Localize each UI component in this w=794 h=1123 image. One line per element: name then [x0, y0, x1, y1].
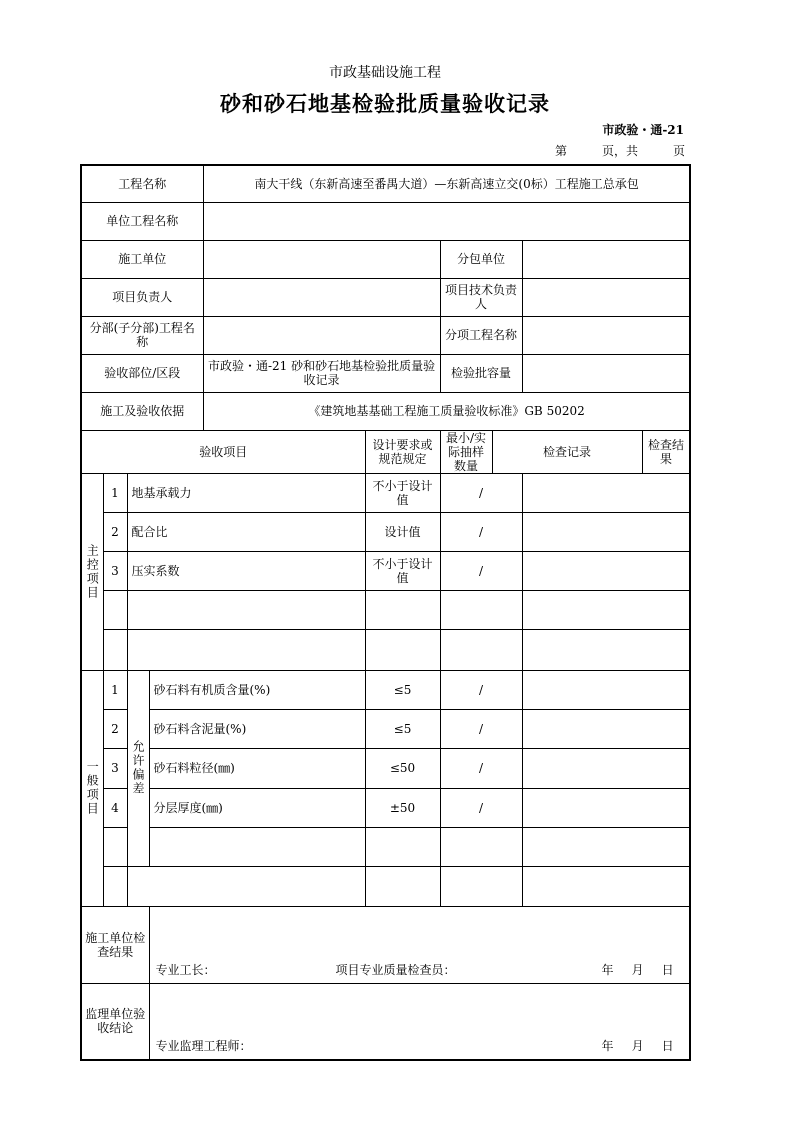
general-row-2: [81, 709, 690, 748]
general-row-1-record[interactable]: [522, 670, 690, 709]
general-row-empty-2-record[interactable]: [522, 866, 690, 906]
main-row-empty-1-spec[interactable]: [365, 590, 440, 629]
general-row-3-no: 3: [103, 748, 127, 788]
main-row-1-spec: 不小于设计值: [365, 473, 440, 512]
column-header-row: [81, 430, 690, 473]
unit-project-value[interactable]: [203, 202, 690, 240]
main-row-2-name: 配合比: [127, 512, 365, 551]
col-item-header: 验收项目: [81, 430, 365, 473]
main-row-1-record[interactable]: [522, 473, 690, 512]
main-row-2-sample[interactable]: /: [440, 512, 522, 551]
project-manager-label: 项目负责人: [81, 278, 203, 316]
unit-project-label: 单位工程名称: [81, 202, 203, 240]
basis-value: 《建筑地基基础工程施工质量验收标准》GB 50202: [203, 392, 690, 430]
general-label: 一般项目: [81, 670, 103, 906]
project-name-value[interactable]: 南大干线（东新高速至番禺大道）—东新高速立交(0标）工程施工总承包: [203, 165, 690, 202]
inspection-table: [80, 164, 691, 1061]
sub-item-value[interactable]: [522, 316, 690, 354]
general-row-3: [81, 748, 690, 788]
main-row-3-name: 压实系数: [127, 551, 365, 590]
main-row-2-no: 2: [103, 512, 127, 551]
general-row-empty-1-record[interactable]: [522, 827, 690, 866]
contractor-day: 日: [661, 962, 674, 977]
general-row-2-spec: ≤5: [365, 709, 440, 748]
form-series-title: 市政基础设施工程: [329, 65, 441, 81]
contractor-label: 施工单位: [81, 240, 203, 278]
general-row-3-record[interactable]: [522, 748, 690, 788]
page-label-di: 第: [555, 144, 568, 158]
general-row-empty-1: [81, 827, 690, 866]
main-row-3-spec: 不小于设计值: [365, 551, 440, 590]
sub-division-label: 分部(子分部)工程名称: [81, 316, 203, 354]
supervisor-day: 日: [661, 1039, 674, 1053]
supervisor-year: 年: [601, 1039, 614, 1053]
general-row-empty-2-spec[interactable]: [365, 866, 440, 906]
supervisor-date: [584, 1039, 674, 1053]
main-row-empty-1-sample[interactable]: [440, 590, 522, 629]
general-row-empty-2: [81, 866, 690, 906]
general-row-empty-1-no: [103, 827, 127, 866]
col-spec-header: 设计要求或规范规定: [365, 430, 440, 473]
subcontractor-value[interactable]: [522, 240, 690, 278]
row-inspection-section: [81, 354, 690, 392]
main-row-1-sample[interactable]: /: [440, 473, 522, 512]
form-code: 市政验・通-21: [602, 123, 684, 137]
col-sample-header: 最小/实际抽样数量: [440, 430, 492, 473]
main-row-empty-1: [81, 590, 690, 629]
inspection-section-value[interactable]: 市政验・通-21 砂和砂石地基检验批质量验收记录: [203, 354, 440, 392]
main-row-1: [81, 473, 690, 512]
supervision-engineer-label: 专业监理工程师：: [155, 1039, 252, 1053]
main-row-3: [81, 551, 690, 590]
sub-item-label: 分项工程名称: [440, 316, 522, 354]
supervisor-check-row: [81, 983, 690, 1060]
page-label-ye-gong: 页，共: [601, 144, 638, 158]
sub-division-value[interactable]: [203, 316, 440, 354]
batch-capacity-label: 检验批容量: [440, 354, 522, 392]
general-row-4-name: 分层厚度(㎜): [149, 788, 365, 827]
main-row-empty-2-name[interactable]: [127, 629, 365, 670]
row-unit-project: [81, 202, 690, 240]
col-record-header: 检查记录: [492, 430, 642, 473]
page-label-ye: 页: [672, 144, 685, 158]
basis-label: 施工及验收依据: [81, 392, 203, 430]
row-subdivision: [81, 316, 690, 354]
contractor-check-label: 施工单位检查结果: [81, 906, 149, 983]
general-row-2-record[interactable]: [522, 709, 690, 748]
general-row-1-no: 1: [103, 670, 127, 709]
main-row-1-no: 1: [103, 473, 127, 512]
main-row-3-no: 3: [103, 551, 127, 590]
project-manager-value[interactable]: [203, 278, 440, 316]
general-row-1-sample[interactable]: /: [440, 670, 522, 709]
general-row-2-sample[interactable]: /: [440, 709, 522, 748]
general-row-4-no: 4: [103, 788, 127, 827]
general-row-1: [81, 670, 690, 709]
form-title: 砂和砂石地基检验批质量验收记录: [220, 92, 550, 116]
general-row-4-record[interactable]: [522, 788, 690, 827]
general-row-1-name: 砂石料有机质含量(%): [149, 670, 365, 709]
contractor-month: 月: [631, 962, 644, 977]
general-row-2-no: 2: [103, 709, 127, 748]
general-row-4-sample[interactable]: /: [440, 788, 522, 827]
batch-capacity-value[interactable]: [522, 354, 690, 392]
main-row-2-record[interactable]: [522, 512, 690, 551]
project-name-label: 工程名称: [81, 165, 203, 202]
row-basis: [81, 392, 690, 430]
main-row-empty-1-name[interactable]: [127, 590, 365, 629]
contractor-check-content[interactable]: [149, 906, 690, 983]
general-row-1-spec: ≤5: [365, 670, 440, 709]
subcontractor-label: 分包单位: [440, 240, 522, 278]
tech-manager-label: 项目技术负责人: [440, 278, 522, 316]
main-row-empty-2-spec[interactable]: [365, 629, 440, 670]
contractor-check-row: [81, 906, 690, 983]
general-row-4: [81, 788, 690, 827]
contractor-year: 年: [601, 962, 614, 977]
general-row-empty-2-sample[interactable]: [440, 866, 522, 906]
general-row-empty-1-sample[interactable]: [440, 827, 522, 866]
general-row-2-name: 砂石料含泥量(%): [149, 709, 365, 748]
main-row-2: [81, 512, 690, 551]
general-row-3-name: 砂石料粒径(㎜): [149, 748, 365, 788]
contractor-value[interactable]: [203, 240, 440, 278]
main-row-1-name: 地基承载力: [127, 473, 365, 512]
supervisor-check-label: 监理单位验收结论: [81, 983, 149, 1060]
inspection-section-label: 验收部位/区段: [81, 354, 203, 392]
main-row-empty-2-sample[interactable]: [440, 629, 522, 670]
row-contractor: [81, 240, 690, 278]
main-row-empty-2-no: [103, 629, 127, 670]
page-number-line: [555, 142, 685, 159]
contractor-date: [584, 963, 674, 977]
row-project-name: [81, 165, 690, 202]
main-row-3-record[interactable]: [522, 551, 690, 590]
main-row-empty-2: [81, 629, 690, 670]
row-managers: [81, 278, 690, 316]
main-row-empty-1-no: [103, 590, 127, 629]
general-row-3-sample[interactable]: /: [440, 748, 522, 788]
col-result-header: 检查结果: [642, 430, 690, 473]
main-row-empty-1-record[interactable]: [522, 590, 690, 629]
quality-inspector-label: 项目专业质量检查员：: [335, 962, 456, 977]
general-row-3-spec: ≤50: [365, 748, 440, 788]
main-row-3-sample[interactable]: /: [440, 551, 522, 590]
main-row-empty-2-record[interactable]: [522, 629, 690, 670]
general-row-empty-2-no: [103, 866, 127, 906]
main-row-2-spec: 设计值: [365, 512, 440, 551]
supervisor-month: 月: [631, 1039, 644, 1053]
foreman-label: 专业工长：: [155, 962, 216, 977]
general-row-empty-1-spec[interactable]: [365, 827, 440, 866]
general-row-empty-1-name[interactable]: [149, 827, 365, 866]
tech-manager-value[interactable]: [522, 278, 690, 316]
general-row-4-spec: ±50: [365, 788, 440, 827]
tolerance-label: 允许偏差: [127, 670, 149, 866]
supervisor-check-content[interactable]: [149, 983, 690, 1060]
general-row-empty-2-name[interactable]: [127, 866, 365, 906]
main-control-label: 主控项目: [81, 473, 103, 670]
